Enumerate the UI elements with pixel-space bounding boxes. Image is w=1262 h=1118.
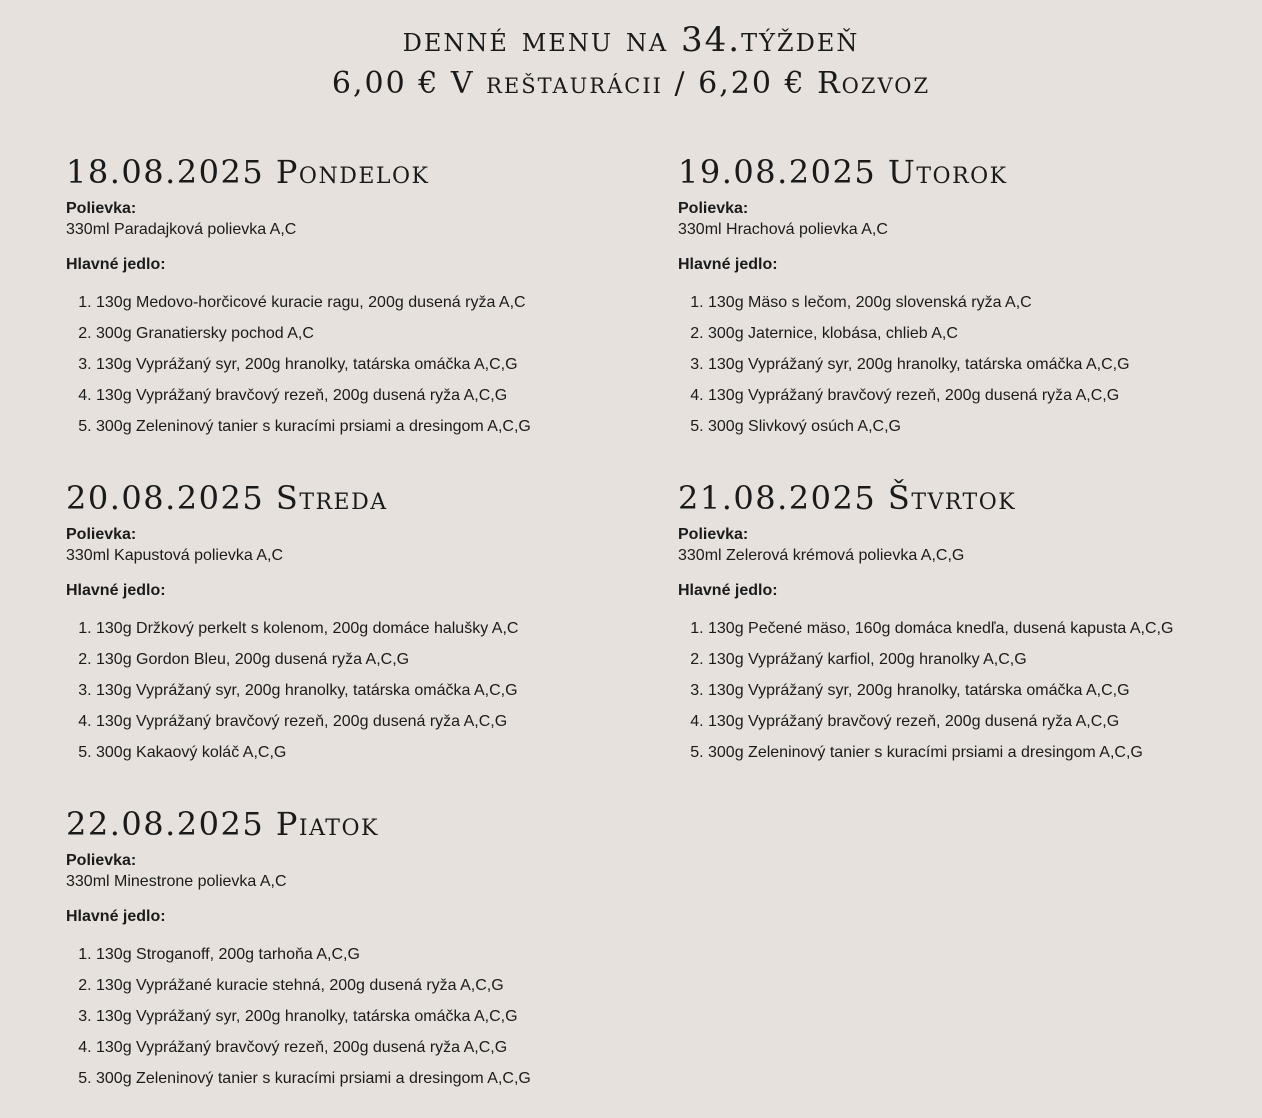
dish-list (66, 939, 656, 1094)
soup-item: 330ml Zelerová krémová polievka A,C,G (678, 547, 965, 564)
dish-item: 1. 130g Stroganoff, 200g tarhoňa A,C,G (96, 939, 656, 970)
dish-item: 3. 130g Vyprážaný syr, 200g hranolky, tatárska omáčka A,C,G (96, 349, 656, 380)
day-title: 18.08.2025 Pondelok (66, 153, 430, 191)
day-friday (66, 804, 656, 1094)
soup-item: 330ml Paradajková polievka A,C (66, 221, 297, 238)
dish-item: 1. 130g Pečené mäso, 160g domáca knedľa, dusená kapusta A,C,G (708, 613, 1262, 644)
dish-item: 2. 130g Gordon Bleu, 200g dusená ryža A,C,G (96, 644, 656, 675)
dish-item: 4. 130g Vyprážaný bravčový rezeň, 200g dusená ryža A,C,G (96, 1032, 656, 1063)
dish-item: 5. 300g Zeleninový tanier s kuracími prsiami a dresingom A,C,G (96, 1063, 656, 1094)
day-tuesday (678, 152, 1262, 442)
dish-item: 3. 130g Vyprážaný syr, 200g hranolky, tatárska omáčka A,C,G (708, 675, 1262, 706)
dish-item: 2. 130g Vyprážaný karfiol, 200g hranolky A,C,G (708, 644, 1262, 675)
soup-label: Polievka: (678, 526, 749, 543)
soup-item: 330ml Minestrone polievka A,C (66, 873, 287, 890)
day-title: 19.08.2025 Utorok (678, 153, 1008, 191)
main-course-label: Hlavné jedlo: (66, 582, 166, 599)
day-title: 21.08.2025 Štvrtok (678, 479, 1017, 517)
day-monday (66, 152, 656, 442)
dish-item: 4. 130g Vyprážaný bravčový rezeň, 200g dusená ryža A,C,G (708, 706, 1262, 737)
menu-header (0, 18, 1262, 106)
main-course-label: Hlavné jedlo: (678, 582, 778, 599)
dish-item: 4. 130g Vyprážaný bravčový rezeň, 200g dusená ryža A,C,G (96, 706, 656, 737)
dish-item: 5. 300g Slivkový osúch A,C,G (708, 411, 1262, 442)
soup-item: 330ml Kapustová polievka A,C (66, 547, 284, 564)
dish-item: 3. 130g Vyprážaný syr, 200g hranolky, tatárska omáčka A,C,G (96, 1001, 656, 1032)
dish-item: 1. 130g Držkový perkelt s kolenom, 200g domáce halušky A,C (96, 613, 656, 644)
dish-list (66, 287, 656, 442)
dish-item: 1. 130g Mäso s lečom, 200g slovenská ryža A,C (708, 287, 1262, 318)
day-wednesday (66, 478, 656, 768)
soup-label: Polievka: (678, 200, 749, 217)
dish-item: 4. 130g Vyprážaný bravčový rezeň, 200g dusená ryža A,C,G (708, 380, 1262, 411)
soup-label: Polievka: (66, 200, 137, 217)
dish-list (678, 287, 1262, 442)
day-title: 20.08.2025 Streda (66, 479, 388, 517)
dish-item: 1. 130g Medovo-horčicové kuracie ragu, 200g dusená ryža A,C (96, 287, 656, 318)
dish-list (66, 613, 656, 768)
dish-item: 2. 300g Granatiersky pochod A,C (96, 318, 656, 349)
page-title: denné menu na 34.týždeň (402, 20, 860, 60)
soup-label: Polievka: (66, 852, 137, 869)
dish-item: 3. 130g Vyprážaný syr, 200g hranolky, tatárska omáčka A,C,G (708, 349, 1262, 380)
dish-item: 5. 300g Zeleninový tanier s kuracími prsiami a dresingom A,C,G (708, 737, 1262, 768)
soup-item: 330ml Hrachová polievka A,C (678, 221, 888, 238)
main-course-label: Hlavné jedlo: (678, 256, 778, 273)
dish-item: 5. 300g Zeleninový tanier s kuracími prsiami a dresingom A,C,G (96, 411, 656, 442)
dish-item: 3. 130g Vyprážaný syr, 200g hranolky, tatárska omáčka A,C,G (96, 675, 656, 706)
day-thursday (678, 478, 1262, 768)
main-course-label: Hlavné jedlo: (66, 256, 166, 273)
dish-item: 4. 130g Vyprážaný bravčový rezeň, 200g dusená ryža A,C,G (96, 380, 656, 411)
dish-item: 2. 130g Vyprážané kuracie stehná, 200g dusená ryža A,C,G (96, 970, 656, 1001)
dish-item: 5. 300g Kakaový koláč A,C,G (96, 737, 656, 768)
dish-item: 2. 300g Jaternice, klobása, chlieb A,C (708, 318, 1262, 349)
soup-label: Polievka: (66, 526, 137, 543)
main-course-label: Hlavné jedlo: (66, 908, 166, 925)
price-subtitle: 6,00 € V reštaurácii / 6,20 € Rozvoz (331, 66, 931, 101)
dish-list (678, 613, 1262, 768)
day-title: 22.08.2025 Piatok (66, 805, 379, 843)
